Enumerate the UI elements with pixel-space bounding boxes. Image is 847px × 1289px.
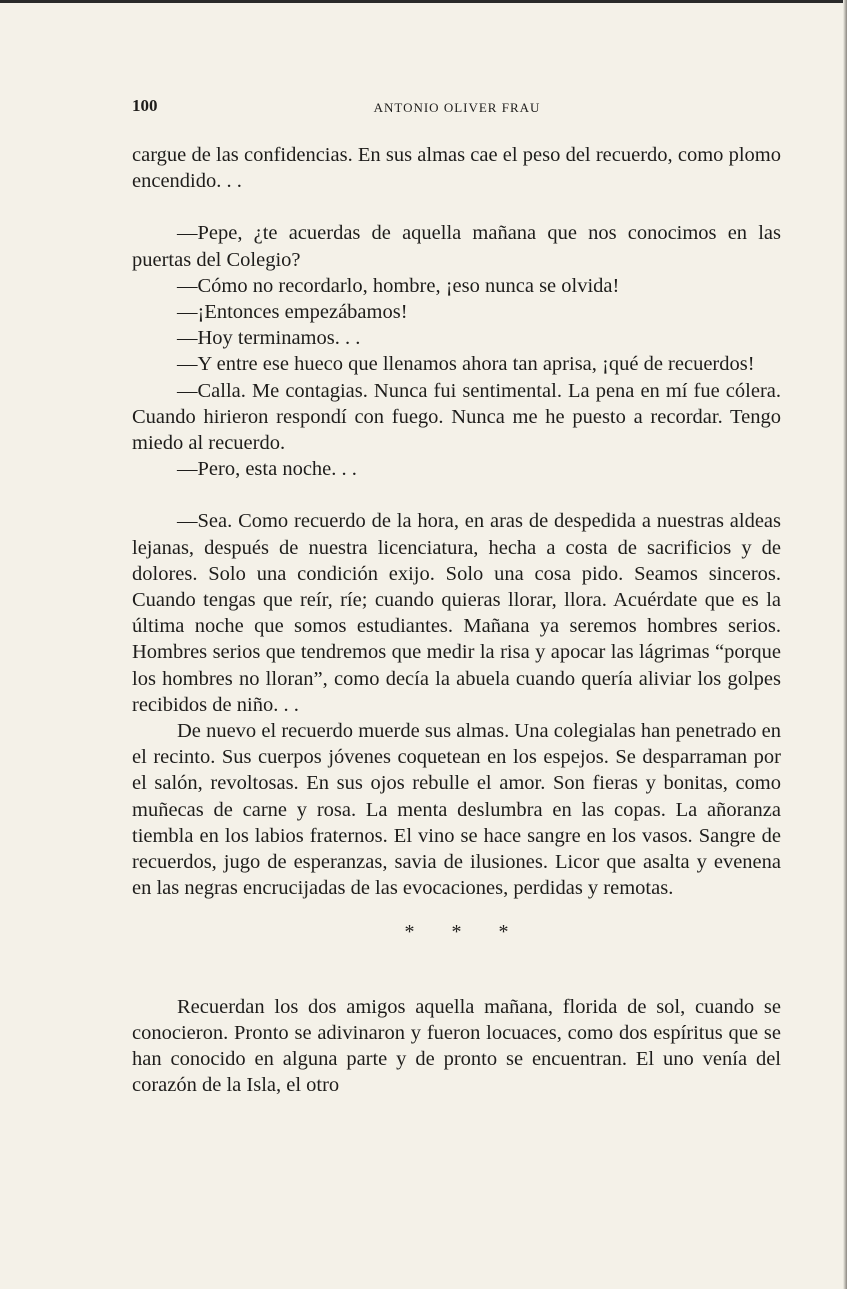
dialogue-line: —Y entre ese hueco que llenamos ahora tan aprisa, ¡qué de recuerdos! [177, 353, 755, 376]
dialogue-line: —Pero, esta noche. . . [177, 458, 357, 481]
paragraph: Recuerdan los dos amigos aquella mañana, florida de sol, cuando se conocieron. Pronto se adivinaron y fueron locuaces, como dos espíritus que se han conocido en alguna parte y de pronto se encuentran. El uno venía del corazón de la Isla, el otro [132, 995, 781, 1097]
running-head: ANTONIO OLIVER FRAU [373, 100, 541, 115]
page-header [132, 96, 782, 120]
dialogue-line: —Hoy terminamos. . . [177, 327, 361, 350]
page-right-edge [843, 0, 847, 1289]
paragraph: cargue de las confidencias. En sus almas cae el peso del recuerdo, como plomo encendido. . . [132, 144, 781, 193]
dialogue-line: —Pepe, ¿te acuerdas de aquella mañana que nos conocimos en las puertas del Colegio? [132, 222, 781, 271]
body-text [132, 142, 781, 1099]
paragraph-spacer [132, 194, 781, 220]
dialogue-line: —Calla. Me contagias. Nunca fui sentimental. La pena en mí fue cólera. Cuando hirieron respondí con fuego. Nunca me he puesto a recordar. Tengo miedo al recuerdo. [132, 379, 781, 455]
page-number: 100 [132, 96, 158, 115]
dialogue-line: —Sea. Como recuerdo de la hora, en aras de despedida a nuestras aldeas lejanas, después de nuestra licenciatura, hecha a costa de sacrificios y de dolores. Solo una condición exijo. Solo una cosa pido. Seamos sinceros. Cuando tengas que reír, ríe; cuando quieras llorar, llora. Acuérdate que es la última noche que somos estudiantes. Mañana ya seremos hombres serios. Hombres serios que tendremos que medir la risa y apocar las lágrimas “porque los hombres no lloran”, como decía la abuela cuando quería aliviar los golpes recibidos de niño. . . [132, 510, 781, 716]
page-top-edge [0, 0, 847, 3]
section-break: * * * [404, 921, 525, 944]
paragraph-spacer [132, 482, 781, 508]
dialogue-line: —Cómo no recordarlo, hombre, ¡eso nunca se olvida! [177, 274, 620, 297]
dialogue-line: —¡Entonces empezábamos! [177, 301, 408, 324]
paragraph: De nuevo el recuerdo muerde sus almas. Una colegialas han penetrado en el recinto. Sus cuerpos jóvenes coquetean en los espejos. Se desparraman por el salón, revoltosas. En sus ojos rebulle el amor. Son fieras y bonitas, como muñecas de carne y rosa. La menta deslumbra en las copas. La añoranza tiembla en los labios fraternos. El vino se hace sangre en los vasos. Sangre de recuerdos, jugo de esperanzas, savia de ilusiones. Licor que asalta y evenena en las negras encrucijadas de las evocaciones, perdidas y remotas. [132, 720, 781, 900]
